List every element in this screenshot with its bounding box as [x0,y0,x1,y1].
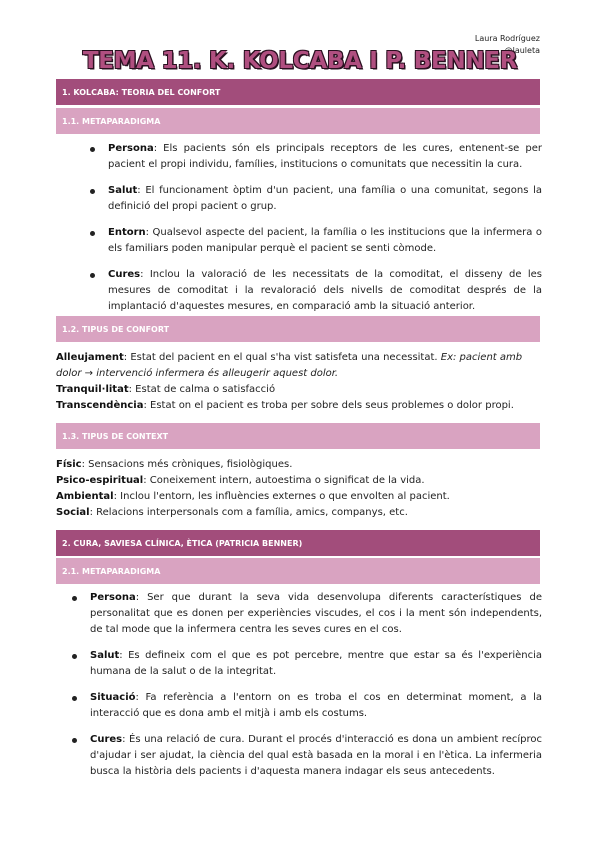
list-item [76,141,542,173]
subsection-heading-metaparadigma-1: 1.1. METAPARADIGMA [56,108,540,134]
list-item [76,267,542,315]
list-item [76,225,542,257]
item-text: : Qualsevol aspecte del pacient, la família o les institucions que la infermera o els familiars poden manipular perquè el pacient se senti còmode. [108,227,542,254]
item-text: : Els pacients són els principals receptors de les cures, entenent-se per pacient el propi individu, famílies, institucions o comunitats que necessitin la cura. [108,143,542,170]
author-name: Laura Rodríguez [474,34,540,43]
subsection-heading-metaparadigma-2: 2.1. METAPARADIGMA [56,558,540,584]
context-row [56,489,542,505]
row-term: Alleujament [56,352,124,363]
item-term: Persona [90,592,136,603]
item-term: Persona [108,143,154,154]
row-text: : Coneixement intern, autoestima o significat de la vida. [143,475,425,486]
row-text: : Estat de calma o satisfacció [128,384,276,395]
list-item [76,183,542,215]
row-text: : Inclou l'entorn, les influències externes o que envolten al pacient. [113,491,450,502]
bullet-icon [90,273,95,278]
row-term: Psico-espiritual [56,475,144,486]
row-text: : Relacions interpersonals com a família, amics, companys, etc. [89,507,408,518]
context-row [56,473,542,489]
bullet-icon [90,147,95,152]
context-row [56,457,542,473]
item-text: : Fa referència a l'entorn on es troba el cos en determinat moment, a la interacció que es dona amb el mitjà i amb els costums. [90,692,542,719]
item-term: Salut [108,185,138,196]
row-example: Ex: pacient amb dolor → intervenció infermera és alleugerir aquest dolor. [56,352,523,379]
row-term: Físic [56,459,82,470]
row-text: : Estat on el pacient es troba per sobre dels seus problemes o dolor propi. [143,400,514,411]
context-row [56,505,542,521]
item-text: : Ser que durant la seva vida desenvolupa diferents característiques de personalitat que es donen per experiències viscudes, el cos i la ment són independents, de tal mode que la infermera centra les seves cures en el cos. [90,592,542,635]
item-text: : El funcionament òptim d'un pacient, una família o una comunitat, segons la definició del propi pacient o grup. [108,185,542,212]
item-text: : És una relació de cura. Durant el procés d'interacció es dona un ambient recíproc d'ajudar i ser ajudat, la ciència del qual està basada en la moral i en l'ètica. La infermeria busca la història dels pacients i d'aquesta manera indagar els seus antecedents. [90,734,542,777]
section-heading-kolcaba: 1. KOLCABA: TEORIA DEL CONFORT [56,79,540,105]
bullet-icon [72,654,77,659]
list-item [58,690,542,722]
transcendencia-row [56,398,542,414]
alleujament-row [56,350,542,382]
tipus-confort-block [56,350,542,414]
row-term: Tranquil·litat [56,384,129,395]
item-term: Cures [108,269,141,280]
row-term: Social [56,507,90,518]
page-title: TEMA 11. K. KOLCABA I P. BENNER [82,48,518,74]
bullet-icon [90,189,95,194]
item-term: Entorn [108,227,146,238]
row-term: Transcendència [56,400,144,411]
item-term: Cures [90,734,123,745]
bullet-icon [72,696,77,701]
benner-metaparadigma-list [58,590,542,780]
kolcaba-metaparadigma-list [76,141,542,315]
row-text: : Estat del pacient en el qual s'ha vist satisfeta una necessitat. [123,352,441,363]
item-text: : Es defineix com el que es pot percebre, mentre que estar sa és l'experiència humana de la salut o de la integritat. [90,650,542,677]
list-item [58,648,542,680]
row-text: : Sensacions més cròniques, fisiològiques. [81,459,293,470]
subsection-heading-tipus-context: 1.3. TIPUS DE CONTEXT [56,423,540,449]
subsection-heading-tipus-confort: 1.2. TIPUS DE CONFORT [56,316,540,342]
author-handle: @lauleta [504,46,540,55]
section-heading-benner: 2. CURA, SAVIESA CLÍNICA, ÈTICA (PATRICIA BENNER) [56,530,540,556]
item-term: Situació [90,692,136,703]
row-term: Ambiental [56,491,114,502]
list-item [58,732,542,780]
bullet-icon [72,596,77,601]
bullet-icon [72,738,77,743]
item-term: Salut [90,650,120,661]
item-text: : Inclou la valoració de les necessitats de la comoditat, el disseny de les mesures de comoditat i la revaloració dels nivells de comoditat després de la implantació d'aquestes mesures, en comparació amb la situació anterior. [108,269,542,312]
tranquil-row [56,382,542,398]
list-item [58,590,542,638]
tipus-context-block [56,457,542,521]
bullet-icon [90,231,95,236]
